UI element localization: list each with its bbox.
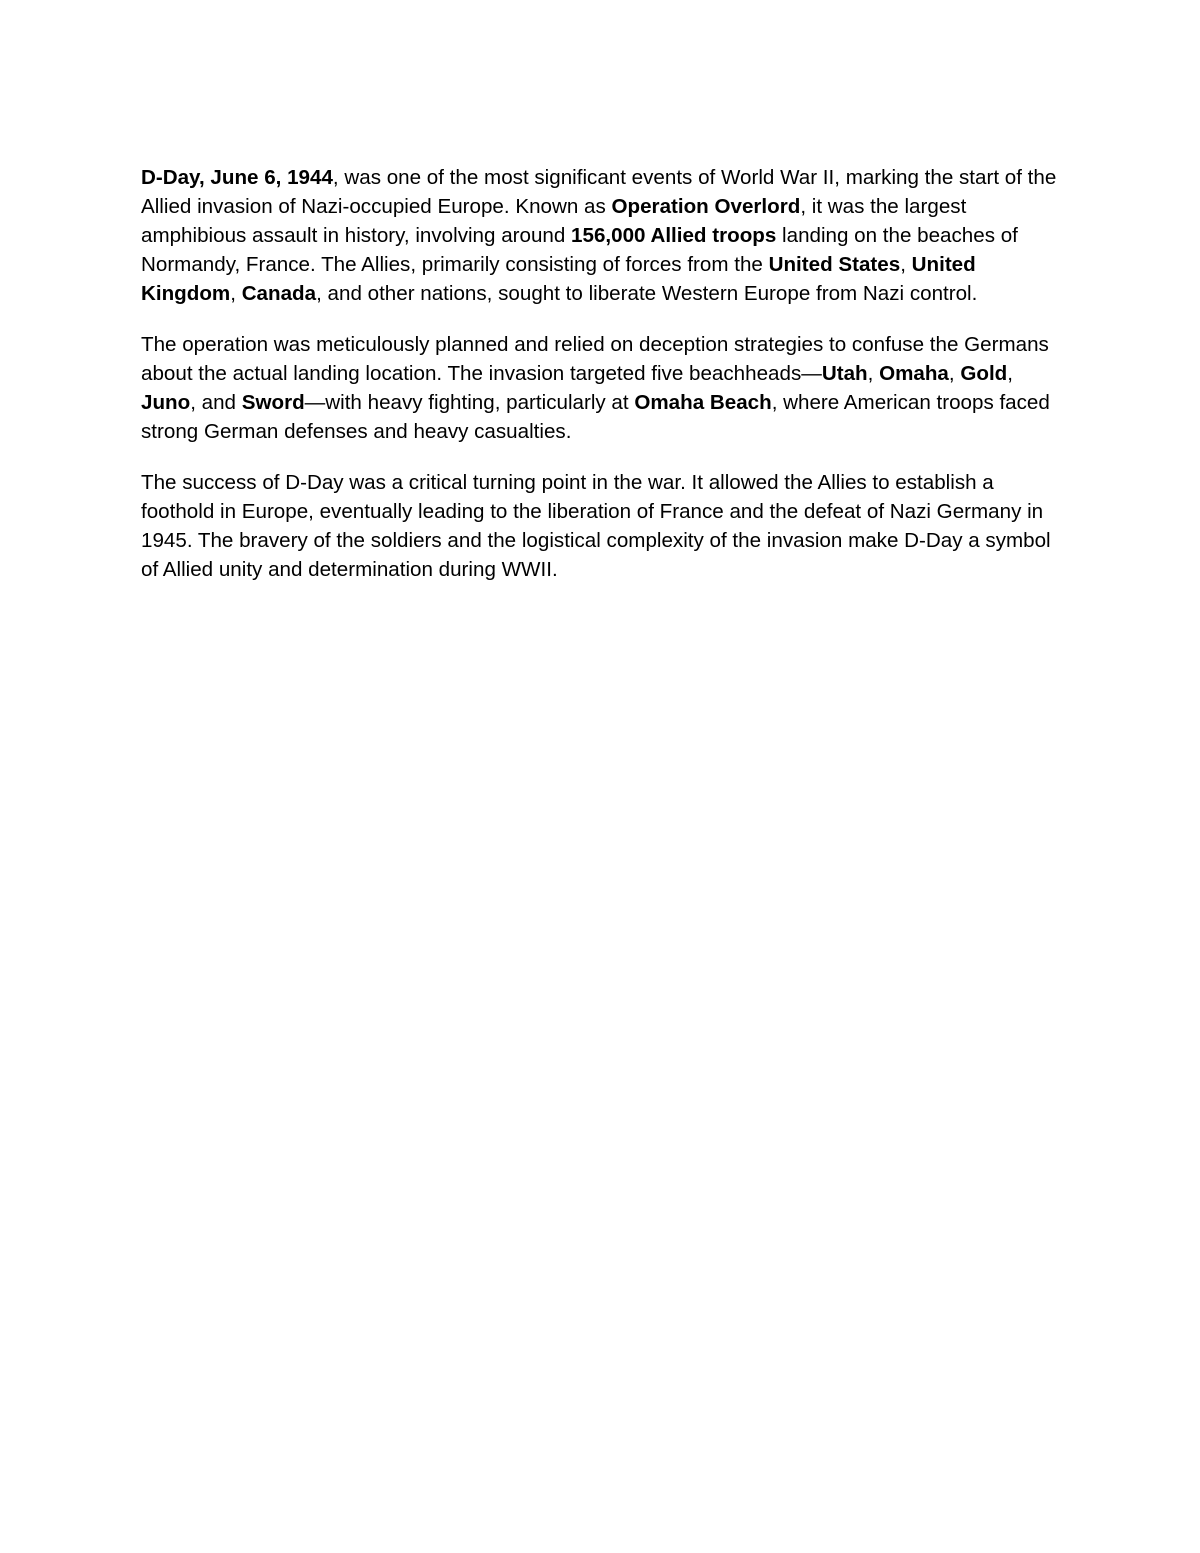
bold-text: United Kingdom: [141, 253, 976, 305]
body-text: —with heavy fighting, particularly at: [304, 391, 635, 414]
bold-text: Operation Overlord: [611, 195, 801, 218]
body-text: ,: [867, 362, 880, 385]
bold-text: D-Day, June 6, 1944: [141, 166, 333, 189]
body-text: , and: [190, 391, 242, 414]
document-body: [141, 163, 1061, 606]
bold-text: 156,000 Allied troops: [571, 224, 777, 247]
body-text: ,: [948, 362, 961, 385]
bold-text: Utah: [821, 362, 868, 385]
body-text: , it was the largest amphibious assault in history, involving around: [141, 195, 967, 247]
paragraph-2: [141, 330, 1061, 446]
paragraph-1: [141, 163, 1061, 308]
body-text: landing on the beaches of Normandy, France. The Allies, primarily consisting of forces from the: [141, 224, 1018, 276]
paragraph-3: [141, 468, 1061, 584]
bold-text: Omaha: [879, 362, 949, 385]
bold-text: Gold: [960, 362, 1008, 385]
body-text: , was one of the most significant events of World War II, marking the start of the Allied invasion of Nazi-occupied Europe. Known as: [141, 166, 1057, 218]
bold-text: United States: [768, 253, 901, 276]
bold-text: Omaha Beach: [634, 391, 772, 414]
body-text: ,: [230, 282, 242, 305]
body-text: ,: [900, 253, 912, 276]
bold-text: Sword: [241, 391, 305, 414]
body-text: The operation was meticulously planned and relied on deception strategies to confuse the Germans about the actual landing location. The invasion targeted five beachheads—: [141, 333, 1049, 385]
body-text: , and other nations, sought to liberate Western Europe from Nazi control.: [316, 282, 978, 305]
bold-text: Juno: [141, 391, 191, 414]
body-text: ,: [1007, 362, 1013, 385]
bold-text: Canada: [241, 282, 317, 305]
body-text: The success of D-Day was a critical turning point in the war. It allowed the Allies to establish a foothold in Europe, eventually leading to the liberation of France and the defeat of Nazi Germany in 1945. The bravery of the soldiers and the logistical complexity of the invasion make D-Day a symbol of Allied unity and determination during WWII.: [141, 471, 1051, 581]
body-text: , where American troops faced strong German defenses and heavy casualties.: [141, 391, 1050, 443]
